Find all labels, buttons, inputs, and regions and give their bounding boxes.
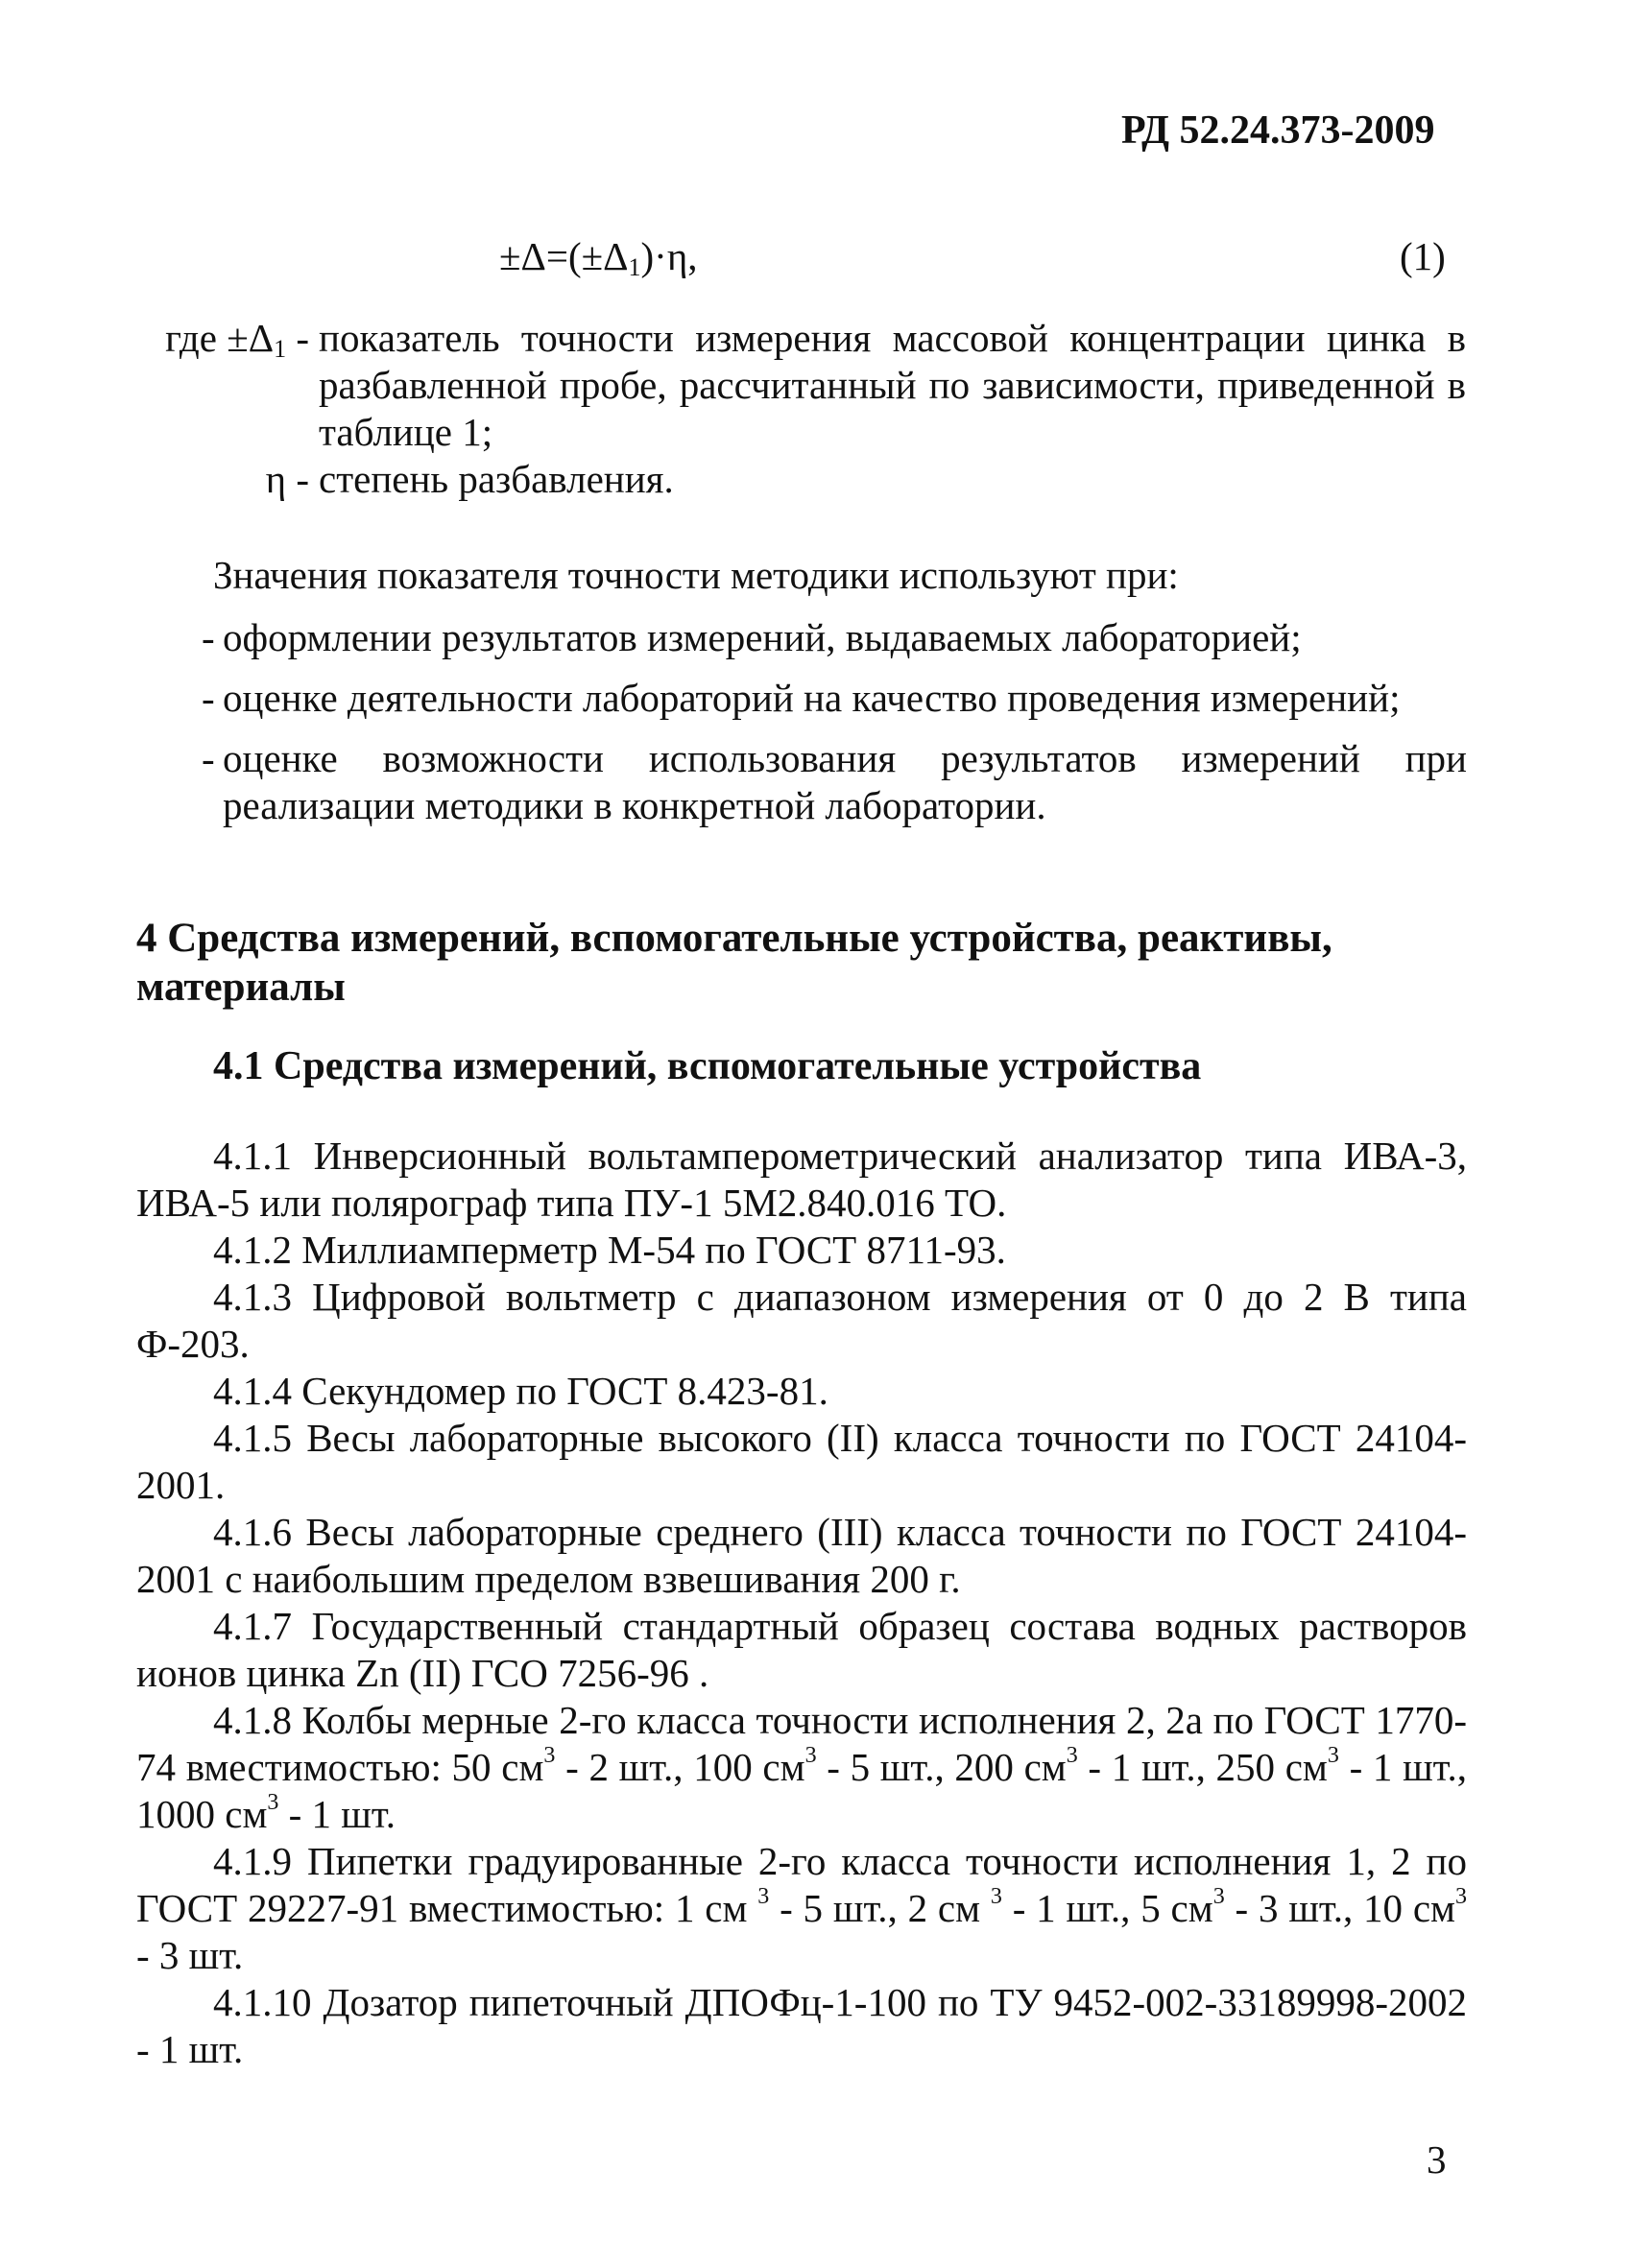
formula-right: )·η, <box>640 234 698 278</box>
formula <box>499 233 698 280</box>
item-text: - 1 шт., 1000 см <box>136 1745 1468 1836</box>
list-item <box>136 1697 1467 1838</box>
list-item-text: оформлении результатов измерений, выдаваемых лабораторией; <box>223 615 1302 659</box>
superscript: 3 <box>543 1743 556 1769</box>
superscript: 3 <box>1212 1884 1225 1910</box>
usage-intro: Значения показателя точности методики используют при: <box>213 553 1179 597</box>
item-text: - 1 шт., 250 см <box>1077 1745 1328 1789</box>
superscript: 3 <box>1327 1743 1339 1769</box>
page-number: 3 <box>1427 2137 1447 2182</box>
formula-left: ±Δ=(±Δ <box>499 234 629 278</box>
superscript: 3 <box>1066 1743 1078 1769</box>
list-item-text: оценке деятельности лабораторий на качество проведения измерений; <box>223 676 1401 720</box>
list-item: 4.1.7 Государственный стандартный образец состава водных растворов ионов цинка Zn (II) ГСО 7256-96 . <box>136 1604 1467 1695</box>
item-text: - 2 шт., 100 см <box>555 1745 805 1789</box>
item-text: 4.1.9 Пипетки градуированные 2-го класса точности исполнения 1, 2 по ГОСТ 29227-91 вместимостью: 1 см <box>136 1839 1467 1930</box>
definition-symbol-dash: - <box>286 316 309 360</box>
bullet-dash: - <box>202 676 215 720</box>
formula-subscript: 1 <box>628 253 641 281</box>
list-item: 4.1.2 Миллиамперметр М-54 по ГОСТ 8711-93. <box>213 1228 1006 1272</box>
definition-symbol-subscript: 1 <box>274 335 287 363</box>
definition-symbol <box>127 315 309 456</box>
list-item: 4.1.10 Дозатор пипеточный ДПОФц-1-100 по ТУ 9452-002-33189998-2002 - 1 шт. <box>136 1980 1467 2071</box>
list-item-text: оценке возможности использования результатов измерений при реализации методики в конкретной лаборатории. <box>223 736 1467 827</box>
item-text: - 3 шт., 10 см <box>1224 1886 1456 1930</box>
definition-symbol-text: η - <box>265 457 309 501</box>
list-item: 4.1.1 Инверсионный вольтамперометрический анализатор типа ИВА-3, ИВА-5 или полярограф типа ПУ-1 5М2.840.016 ТО. <box>136 1134 1467 1225</box>
superscript: 3 <box>990 1884 1002 1910</box>
item-text: 4.1.8 Колбы мерные 2-го класса точности исполнения 2, 2а по ГОСТ 1770-74 вместимостью: 50 см <box>136 1698 1467 1789</box>
list-item <box>136 1838 1467 1979</box>
equipment-list <box>136 1133 1467 2073</box>
list-item: 4.1.5 Весы лабораторные высокого (II) класса точности по ГОСТ 24104-2001. <box>136 1416 1467 1507</box>
superscript: 3 <box>1455 1884 1468 1910</box>
definition-row <box>127 315 1466 456</box>
usage-list <box>202 614 1467 843</box>
item-text: - 1 шт. <box>278 1792 396 1836</box>
list-item: 4.1.4 Секундомер по ГОСТ 8.423-81. <box>213 1369 828 1413</box>
definition-text: показатель точности измерения массовой концентрации цинка в разбавленной пробе, рассчитанный по зависимости, приведенной в таблице 1; <box>319 316 1466 454</box>
definition-text: степень разбавления. <box>319 457 674 501</box>
formula-number: (1) <box>1400 234 1446 278</box>
section-4-1-heading: 4.1 Средства измерений, вспомогательные устройства <box>213 1044 1202 1088</box>
definition-row <box>127 456 1466 503</box>
item-text: - 1 шт., 5 см <box>1001 1886 1213 1930</box>
superscript: 3 <box>267 1790 279 1816</box>
bullet-dash: - <box>202 736 215 780</box>
superscript: 3 <box>804 1743 817 1769</box>
superscript: 3 <box>757 1884 770 1910</box>
list-item <box>202 614 1467 661</box>
definition-symbol-text: где ±Δ <box>165 316 275 360</box>
item-text: - 5 шт., 2 см <box>769 1886 991 1930</box>
list-item: 4.1.6 Весы лабораторные среднего (III) класса точности по ГОСТ 24104-2001 с наибольшим пределом взвешивания 200 г. <box>136 1510 1467 1601</box>
definition-symbol <box>127 456 309 503</box>
item-text: - 5 шт., 200 см <box>816 1745 1067 1789</box>
section-4-heading: 4 Средства измерений, вспомогательные устройства, реактивы, материалы <box>136 916 1332 1010</box>
item-text: - 3 шт. <box>136 1933 244 1977</box>
list-item <box>202 675 1467 722</box>
list-item: 4.1.3 Цифровой вольтметр с диапазоном измерения от 0 до 2 В типа Ф-203. <box>136 1275 1467 1366</box>
definitions-list <box>127 315 1466 503</box>
list-item <box>202 735 1467 829</box>
bullet-dash: - <box>202 615 215 659</box>
document-id-header: РД 52.24.373-2009 <box>1121 108 1435 153</box>
